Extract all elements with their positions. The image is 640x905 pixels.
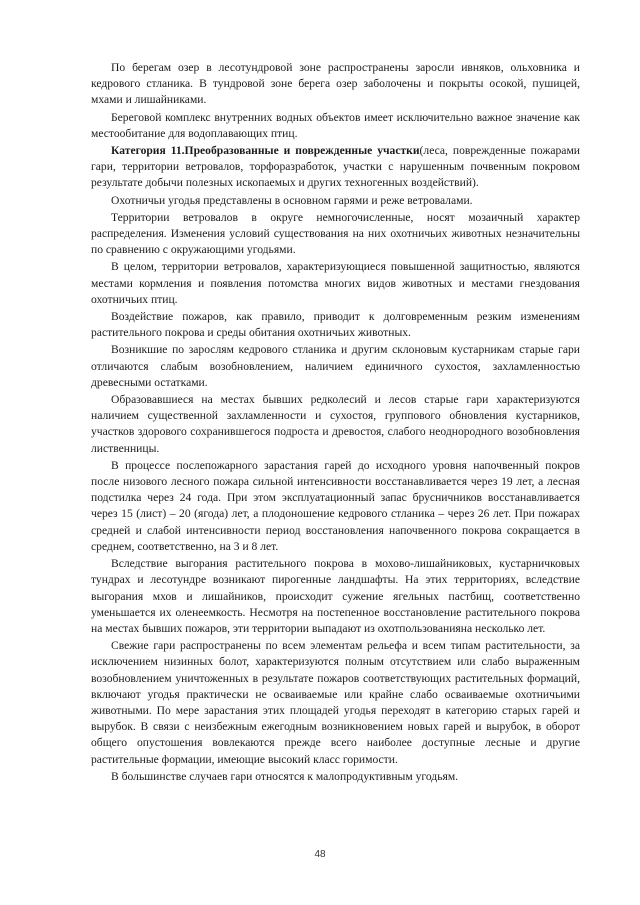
category-11-description: (леса, поврежденные пожарами гари, территории ветровалов, торфоразработок, участки с нарушенным почвенным покровом результате добычи полезных ископаемых и других техногенных воздействий). xyxy=(91,144,580,190)
paragraph-category-11 xyxy=(91,143,580,192)
paragraph-fresh-burns: Свежие гари распространены по всем элементам рельефа и всем типам растительности, за исключением низинных болот, характеризуются полным отсутствием или слабо выраженным возобновлением уничтоженных в результате пожаров соответствующих растительных формаций, включают угодья практически не осваиваемые или крайне слабо осваиваемые охотничьими животными. По мере зарастания этих площадей угодья переходят в категорию старых гарей и вырубок. В связи с неизбежным ежегодным возникновением новых гарей и вырубок, в оборот общего опустошения вовлекаются прежде всего наиболее доступные лесные и другие растительные формации, имеющие высокий класс горимости. xyxy=(91,639,580,766)
page-number: 48 xyxy=(314,849,326,860)
paragraph-old-burns-shrubs: Возникшие по зарослям кедрового стланика и другим склоновым кустарникам старые гари отличаются слабым возобновлением, наличием единичного сухостоя, захламленностью древесными остатками. xyxy=(91,343,580,389)
paragraph-windfall-distribution: Территории ветровалов в округе немногочисленные, носят мозаичный характер распределения. Изменения условий существования на них охотничьих животных незначительны по сравнению с окружающими угодьями. xyxy=(91,210,580,257)
paragraph-shore-habitat: Береговой комплекс внутренних водных объектов имеет исключительно важное значение как местообитание для водоплавающих птиц. xyxy=(91,110,580,140)
paragraph-low-productivity: В большинстве случаев гари относятся к малопродуктивным угодьям. xyxy=(111,769,459,783)
paragraph-fire-impact: Воздействие пожаров, как правило, приводит к долговременным резким изменениям растительного покрова и среды обитания охотничьих животных. xyxy=(91,310,580,340)
paragraph-pyrogenic-landscapes: Вследствие выгорания растительного покрова в мохово-лишайниковых, кустарничковых тундрах и лесотундре возникают пирогенные ландшафты. На этих территориях, вследствие выгорания мхов и лишайников, происходит сужение ягельных пастбищ, соответственно уменьшается их оленеемкость. Несмотря на постепенное восстановление растительного покрова на местах бывших пожаров, эти территории выпадают из охотпользованияна несколько лет. xyxy=(91,557,580,635)
paragraph-windfall-role: В целом, территории ветровалов, характеризующиеся повышенной защитностью, являются местами кормления и появления потомства многих видов животных и местами гнездования охотничьих птиц. xyxy=(91,260,580,306)
paragraph-old-burns-forests: Образовавшиеся на местах бывших редколесий и лесов старые гари характеризуются наличием существенной захламленности и сухостоя, группового обновления кустарников, участков здорового сохранившегося подроста и древостоя, слабого неоднородного возобновления лиственницы. xyxy=(91,393,580,455)
document-body xyxy=(91,60,580,785)
paragraph-lakeshore-vegetation: По берегам озер в лесотундровой зоне распространены заросли ивняков, ольховника и кедрового стланика. В тундровой зоне берега озер заболочены и покрыты осокой, пушицей, мхами и лишайниками. xyxy=(91,61,580,107)
paragraph-recovery-timeline: В процессе послепожарного зарастания гарей до исходного уровня напочвенный покров после низового лесного пожара сильной интенсивности восстанавливается через 19 лет, а лесная подстилка через 24 года. При этом эксплуатационный запас брусничников восстанавливается через 15 (лист) – 20 (ягода) лет, а плодоношение кедрового стланика – через 26 лет. При пожарах средней и слабой интенсивности период восстановления напочвенного покрова сокращается в среднем, соответственно, на 3 и 8 лет. xyxy=(91,458,580,553)
paragraph-hunting-grounds: Охотничьи угодья представлены в основном гарями и реже ветровалами. xyxy=(111,193,473,207)
category-11-heading: Категория 11.Преобразованные и поврежденные участки xyxy=(111,144,420,158)
